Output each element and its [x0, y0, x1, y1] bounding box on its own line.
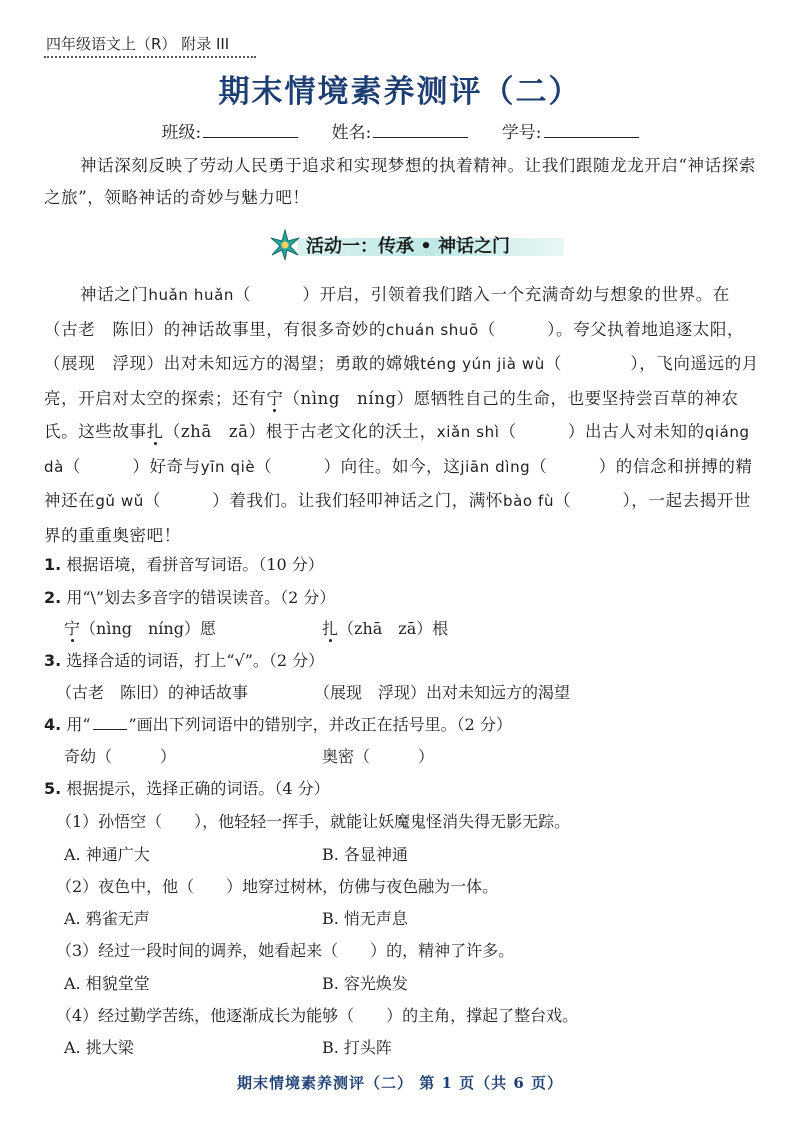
header-label: 四年级语文上（R） 附录 III: [46, 35, 230, 53]
question-2: [44, 585, 335, 608]
q5-stem: （2）夜色中，他（ ）地穿过树林，仿佛与夜色融为一体。: [56, 877, 499, 896]
passage-text: （nìng níng）愿牺牲自己的生命，也要坚持尝百草的神农氏。这些故事: [44, 388, 739, 441]
passage-text: （ ）出古人对未知的: [499, 422, 705, 441]
question-3: [44, 648, 324, 671]
passage-text: （ ）向往。如今，这: [255, 456, 461, 476]
student-info-row: [0, 118, 800, 143]
q4-item-a[interactable]: 奇幼（ ）: [64, 747, 177, 766]
q2-option-text: （nìng níng）愿: [80, 619, 216, 638]
question-number: 1.: [44, 555, 62, 574]
question-4: [44, 712, 512, 735]
question-number: 2.: [44, 588, 62, 607]
q2-item-a[interactable]: [64, 616, 216, 639]
pinyin: yīn qiè: [200, 457, 256, 476]
polyphone-char: 宁: [64, 619, 81, 638]
polyphone-char: 宁: [266, 388, 284, 408]
question-text: 选择合适的词语，打上“√”。（2 分）: [66, 651, 325, 670]
pinyin: huǎn huǎn: [148, 286, 234, 304]
passage-text: 神话之门: [80, 285, 149, 304]
activity-title: 活动一：传承 • 神话之门: [306, 236, 511, 257]
polyphone-char: 扎: [146, 422, 164, 441]
q5-option-b[interactable]: B. 各显神通: [322, 845, 408, 864]
question-number: 4.: [44, 715, 62, 734]
question-number: 5.: [44, 779, 62, 798]
q5-option-a[interactable]: A. 神通广大: [64, 845, 150, 864]
question-text: 用“: [66, 715, 91, 734]
question-number: 3.: [44, 651, 62, 670]
q2-option-text: （zhā zā）根: [338, 619, 449, 638]
question-text: 根据提示，选择正确的词语。（4 分）: [66, 779, 330, 798]
question-text: ”画出下列词语中的错别字，并改正在括号里。（2 分）: [128, 715, 512, 734]
pinyin: jiān dìng: [460, 457, 531, 476]
pinyin: xiǎn shì: [436, 423, 500, 441]
passage-text: ，飞向遥远的月亮，开启对太空的探索；还有: [44, 354, 759, 408]
q5-option-b[interactable]: B. 打头阵: [322, 1038, 392, 1057]
polyphone-char: 扎: [322, 619, 339, 638]
name-field[interactable]: [332, 123, 469, 143]
question-5: [44, 776, 330, 799]
name-label: 姓名:: [331, 123, 372, 143]
passage-text: （ ）的信念和拼搏的精神还在: [44, 456, 753, 510]
question-text: 根据语境，看拼音写词语。（10 分）: [66, 555, 324, 574]
class-blank[interactable]: [203, 123, 298, 138]
passage: [44, 278, 760, 552]
passage-text: （ ），一起去揭开世界的重重奥密吧！: [44, 491, 751, 545]
activity-banner: [268, 228, 564, 262]
id-blank[interactable]: [544, 123, 639, 138]
passage-text: （ ）好奇与: [63, 456, 201, 476]
pinyin: téng yún jià wù: [420, 355, 545, 373]
header-dotted-divider: [44, 56, 256, 58]
passage-text: （ ）开启，引领着我们踏入一个充满奇幼与想象的世界。在（古老 陈旧）的神话故事里，有很多奇妙的: [44, 285, 730, 339]
pinyin: chuán shuō: [386, 320, 479, 339]
pinyin: qiáng dà: [44, 423, 750, 476]
passage-text: （zhā zā）根于古老文化的沃土，: [163, 422, 437, 441]
page-footer: 期末情境素养测评（二） 第 1 页（共 6 页）: [237, 1074, 563, 1092]
q2-item-b[interactable]: [322, 616, 448, 639]
q5-stem: （3）经过一段时间的调养，她看起来（ ）的，精神了许多。: [56, 941, 515, 960]
q3-item-b[interactable]: （展现 浮现）出对未知远方的渴望: [314, 683, 571, 702]
id-label: 学号:: [501, 123, 542, 143]
underline-sample: [93, 717, 127, 730]
q3-item-a[interactable]: （古老 陈旧）的神话故事: [56, 683, 249, 702]
passage-text: （ ）: [544, 354, 640, 373]
question-text: 用“\”划去多音字的错误读音。（2 分）: [66, 588, 336, 607]
q5-option-a[interactable]: A. 挑大梁: [64, 1038, 134, 1057]
sparkle-star-icon: [268, 228, 302, 262]
page-title: 期末情境素养测评（二）: [218, 74, 582, 110]
q5-option-a[interactable]: A. 鸦雀无声: [64, 909, 150, 928]
name-blank[interactable]: [373, 123, 468, 138]
pinyin: gǔ wǔ: [95, 492, 144, 510]
q4-item-b[interactable]: 奥密（ ）: [322, 747, 435, 766]
q5-stem: （4）经过勤学苦练，他逐渐成长为能够（ ）的主角，撑起了整台戏。: [56, 1006, 579, 1025]
q5-option-a[interactable]: A. 相貌堂堂: [64, 974, 150, 993]
class-label: 班级:: [161, 123, 202, 143]
passage-text: （ ）着我们。让我们轻叩神话之门，满怀: [143, 491, 503, 510]
passage-text: （ ）。夸父执着地追逐太阳，（展现 浮现）出对未知远方的渴望；勇敢的嫦娥: [44, 319, 745, 373]
q5-option-b[interactable]: B. 容光焕发: [322, 974, 408, 993]
question-1: [44, 552, 324, 575]
pinyin: bào fù: [503, 492, 555, 510]
id-field[interactable]: [502, 123, 639, 143]
q5-stem: （1）孙悟空（ ），他轻轻一挥手，就能让妖魔鬼怪消失得无影无踪。: [56, 812, 571, 831]
q5-option-b[interactable]: B. 悄无声息: [322, 909, 408, 928]
class-field[interactable]: [161, 123, 298, 143]
intro-paragraph: 神话深刻反映了劳动人民勇于追求和实现梦想的执着精神。让我们跟随龙龙开启“神话探索之旅”，领略神话的奇妙与魅力吧！: [44, 156, 756, 207]
